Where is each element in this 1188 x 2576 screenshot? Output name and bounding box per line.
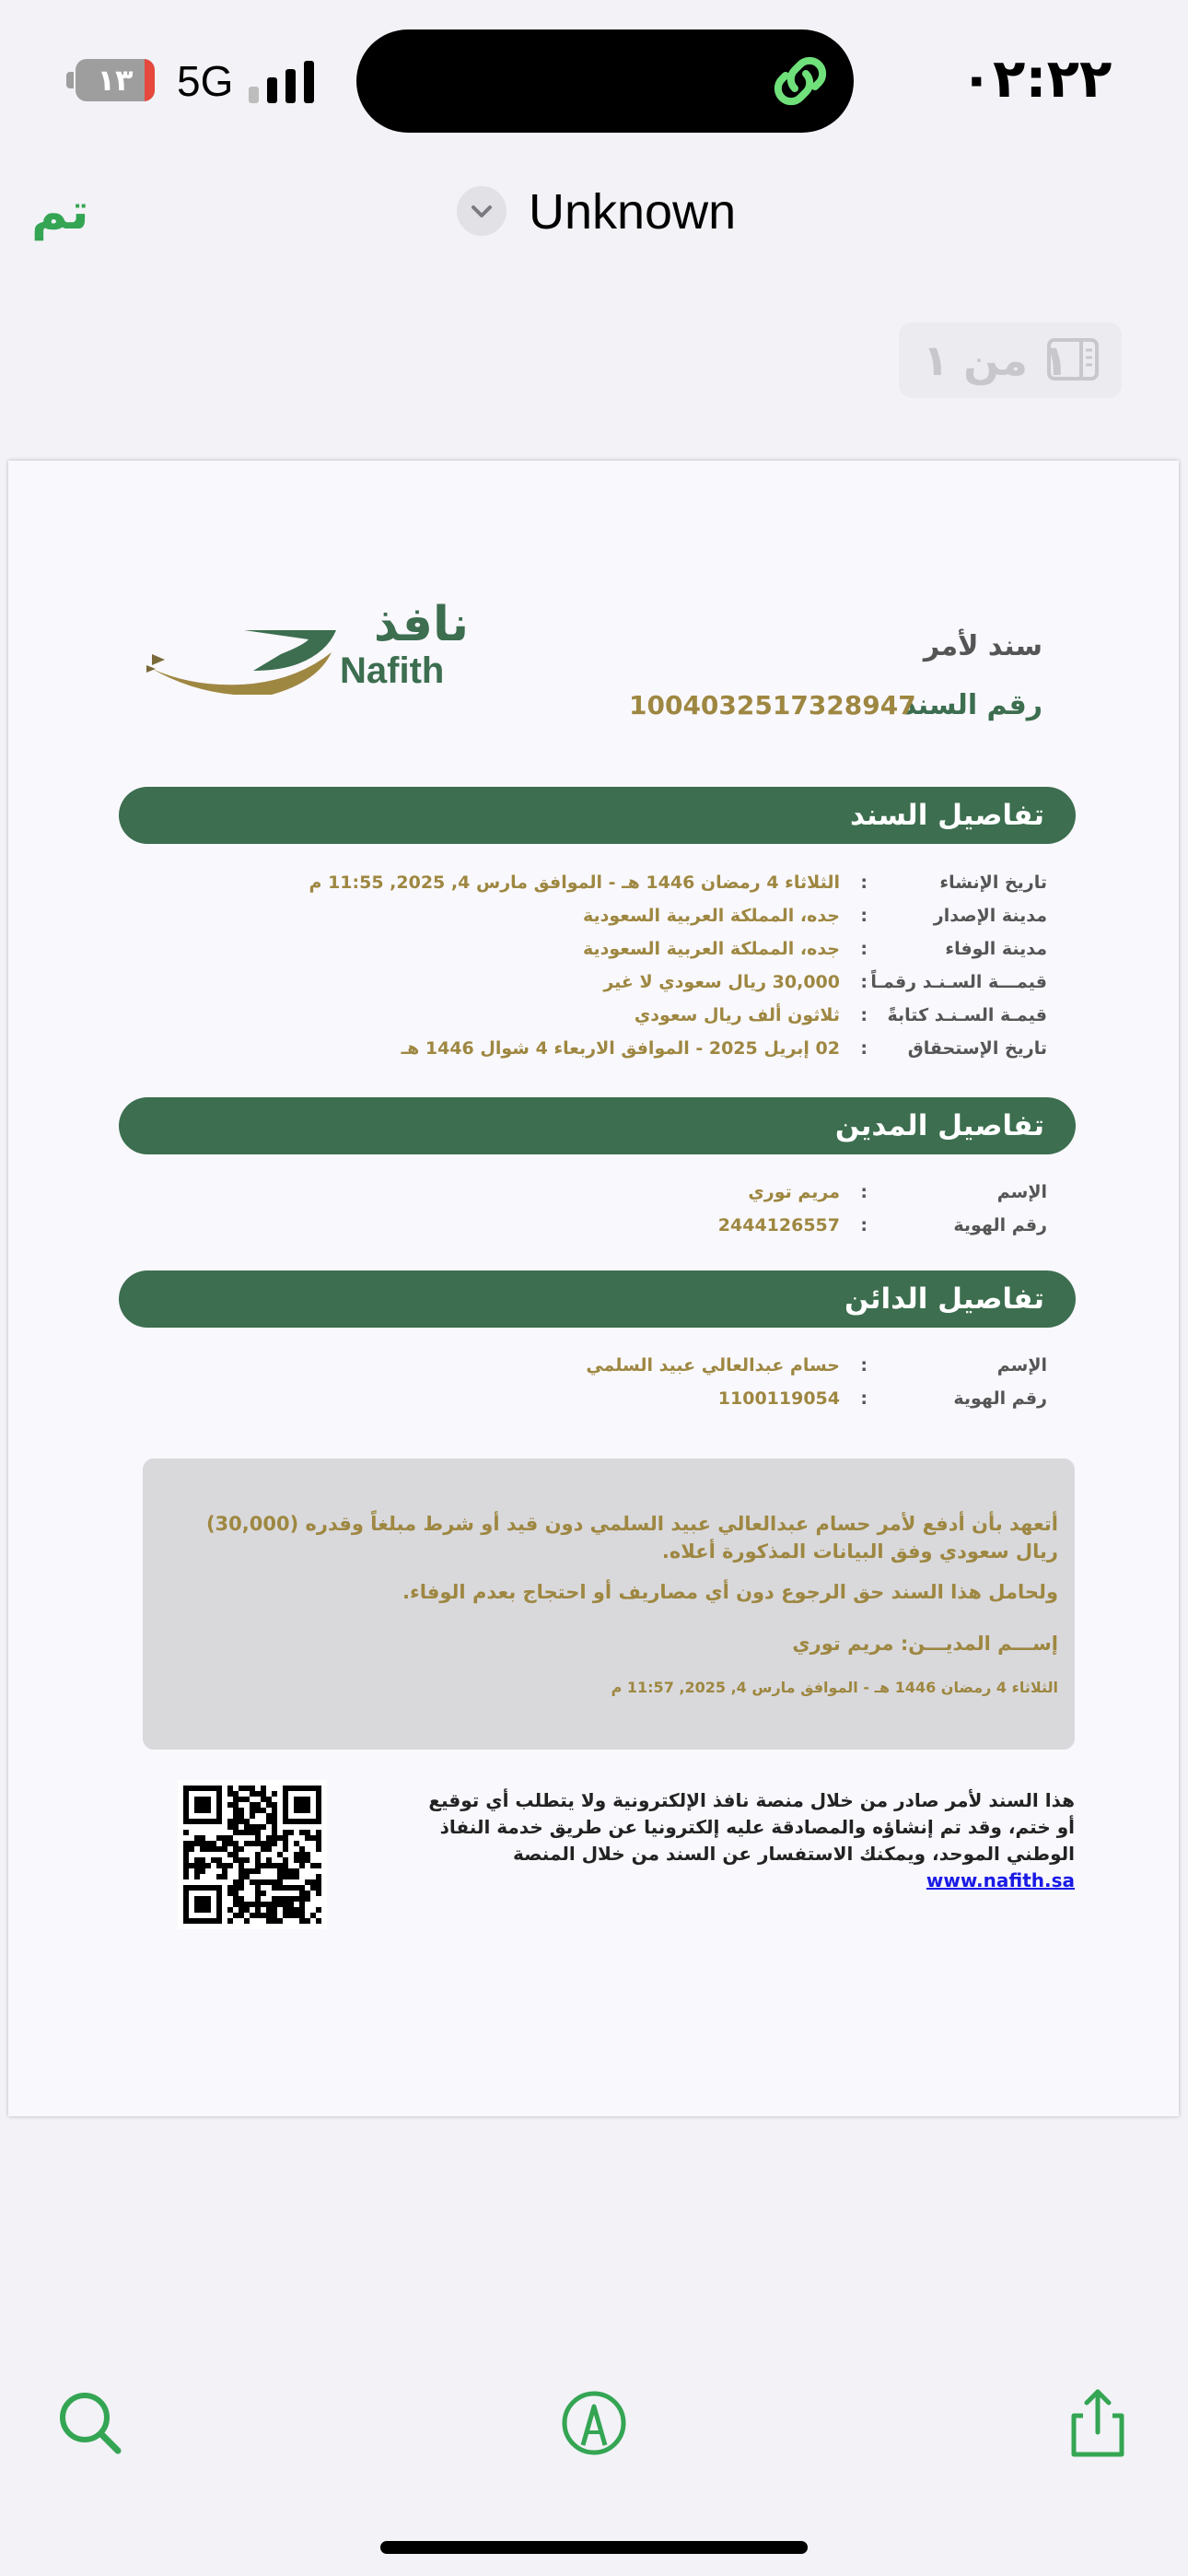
bond-title: سند لأمر bbox=[923, 630, 1042, 662]
section-header-debtor bbox=[119, 1097, 1076, 1154]
bond-number: 100403251732894‭7 bbox=[629, 690, 916, 720]
detail-value: 30,000 ريال سعودي لا غير bbox=[603, 972, 840, 992]
logo-arabic: نافذ bbox=[373, 597, 469, 652]
logo-english: Nafith bbox=[340, 650, 445, 691]
bond-number-label: رقم السند bbox=[902, 689, 1042, 721]
detail-value: جده، المملكة العربية السعودية bbox=[582, 906, 840, 926]
detail-value: الثلاثاء 4 رمضان 1446 هـ - الموافق مارس 4, 2025, 11:55 م bbox=[309, 872, 840, 893]
detail-row bbox=[119, 966, 1047, 999]
detail-label: رقم الهوية bbox=[953, 1388, 1047, 1409]
sidebar-icon bbox=[1046, 337, 1100, 381]
detail-colon: : bbox=[860, 939, 868, 959]
detail-row bbox=[119, 1382, 1047, 1415]
detail-label: الإسم bbox=[996, 1355, 1047, 1376]
detail-value: 02 إبريل 2025 - الموافق الاربعاء 4 شوال 1446 هـ bbox=[401, 1038, 840, 1059]
clock: ٠٢:٢٢ bbox=[960, 47, 1112, 110]
page-indicator-label: ١ من ١ bbox=[923, 335, 1069, 385]
dynamic-island bbox=[356, 29, 854, 133]
detail-label: الإسم bbox=[996, 1182, 1047, 1202]
detail-label: مدينة الوفاء bbox=[945, 939, 1047, 959]
nafith-link[interactable]: www.nafith.sa bbox=[926, 1869, 1075, 1891]
detail-colon: : bbox=[860, 1355, 868, 1376]
done-button[interactable]: تم bbox=[31, 182, 89, 240]
detail-colon: : bbox=[860, 1005, 868, 1025]
qr-code[interactable] bbox=[178, 1780, 327, 1929]
pledge-box bbox=[143, 1458, 1075, 1750]
section-title: تفاصيل المدين bbox=[834, 1109, 1044, 1142]
detail-row bbox=[119, 899, 1047, 932]
battery-level: ١٣ bbox=[97, 63, 134, 98]
network-type: 5G bbox=[177, 57, 234, 105]
battery-icon bbox=[76, 59, 155, 101]
battery-cap bbox=[66, 72, 74, 88]
detail-colon: : bbox=[860, 972, 868, 992]
detail-colon: : bbox=[860, 1215, 868, 1235]
share-icon[interactable] bbox=[1059, 2384, 1136, 2462]
pledge-signed-date: الثلاثاء 4 رمضان 1446 هـ - الموافق مارس 4, 2025, 11:57 م bbox=[611, 1679, 1058, 1696]
page-indicator[interactable] bbox=[899, 322, 1122, 398]
document-title[interactable]: Unknown bbox=[529, 184, 737, 240]
signal-icon bbox=[249, 61, 315, 103]
detail-label: رقم الهوية bbox=[953, 1215, 1047, 1235]
detail-value: مريم توري bbox=[748, 1182, 840, 1202]
footer-note bbox=[408, 1787, 1075, 1894]
search-icon[interactable] bbox=[52, 2384, 129, 2462]
detail-value: 2444126557 bbox=[717, 1215, 840, 1235]
pledge-debtor-name: إســـم المديـــن: مريم توري bbox=[792, 1633, 1058, 1655]
section-header-bond bbox=[119, 787, 1076, 844]
section-title: تفاصيل الدائن bbox=[844, 1282, 1044, 1316]
detail-value: 1100119054 bbox=[717, 1388, 840, 1409]
detail-row bbox=[119, 1032, 1047, 1065]
detail-row bbox=[119, 866, 1047, 899]
status-bar bbox=[0, 0, 1188, 157]
markup-icon[interactable] bbox=[555, 2384, 633, 2462]
detail-label: قيمـــة السـنـد رقمـاً bbox=[870, 972, 1047, 992]
detail-row bbox=[119, 1349, 1047, 1382]
detail-colon: : bbox=[860, 1182, 868, 1202]
detail-row bbox=[119, 1176, 1047, 1209]
detail-label: تاريخ الإنشاء bbox=[939, 872, 1047, 893]
detail-row bbox=[119, 1209, 1047, 1242]
chevron-down-icon[interactable] bbox=[457, 186, 507, 236]
pledge-holder-right: ولحامل هذا السند حق الرجوع دون أي مصاريف أو احتجاج بعدم الوفاء. bbox=[402, 1581, 1058, 1603]
detail-colon: : bbox=[860, 906, 868, 926]
section-header-creditor bbox=[119, 1270, 1076, 1328]
footer-note-text: هذا السند لأمر صادر من خلال منصة نافذ الإلكترونية ولا يتطلب أي توقيع أو ختم، وقد تم إنشاؤه والمصادقة عليه إلكترونيا عن طريق خدمة النفاذ الوطني الموحد، ويمكنك الاستفسار عن السند من خلال المنصة bbox=[428, 1789, 1075, 1865]
pledge-text: أتعهد بأن أدفع لأمر حسام عبدالعالي عبيد السلمي دون قيد أو شرط مبلغاً وقدره (30,000) ريال سعودي وفق البيانات المذكورة أعلاه. bbox=[205, 1513, 1058, 1563]
link-icon bbox=[767, 52, 833, 111]
detail-value: حسام عبدالعالي عبيد السلمي bbox=[586, 1355, 840, 1376]
detail-label: تاريخ الإستحقاق bbox=[907, 1038, 1047, 1059]
detail-value: ثلاثون ألف ريال سعودي bbox=[634, 1005, 840, 1025]
document-page[interactable] bbox=[8, 461, 1179, 2116]
home-indicator bbox=[380, 2541, 808, 2554]
detail-colon: : bbox=[860, 1388, 868, 1409]
detail-value: جده، المملكة العربية السعودية bbox=[582, 939, 840, 959]
detail-colon: : bbox=[860, 1038, 868, 1059]
detail-row bbox=[119, 999, 1047, 1032]
detail-colon: : bbox=[860, 872, 868, 893]
detail-label: قيمـة السـنـد كتابةً bbox=[887, 1005, 1047, 1025]
detail-label: مدينة الإصدار bbox=[933, 906, 1047, 926]
section-title: تفاصيل السند bbox=[849, 799, 1044, 832]
detail-row bbox=[119, 932, 1047, 966]
